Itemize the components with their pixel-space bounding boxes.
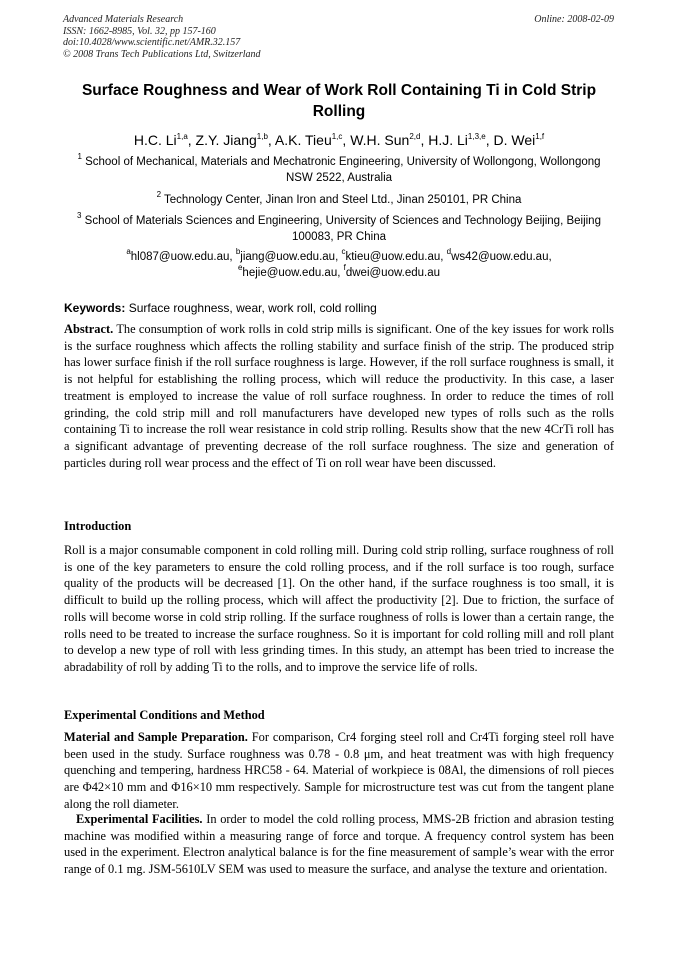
paper-title: Surface Roughness and Wear of Work Roll Containing Ti in Cold Strip Rolling [81, 82, 597, 120]
online-date: Online: 2008-02-09 [534, 14, 614, 25]
material-paragraph [64, 729, 614, 813]
keywords-label: Keywords: [64, 301, 126, 315]
keywords-text: Surface roughness, wear, work roll, cold rolling [128, 301, 377, 315]
journal-name: Advanced Materials Research [63, 14, 184, 25]
author: A.K. Tieu$^{1,c}$ [274, 132, 343, 148]
affiliation-1: $^1$ School of Mechanical, Materials and Mechatronic Engineering, University of Wollongong, Wollongong NSW 2522, Australia [77, 152, 601, 184]
facilities-text: In order to model the cold rolling process, MMS-2B friction and abrasion testing machine was modified within a measuring range of force and torque. A frequency control system has been used in the experiment. Electron analytical balance is for the fine measurement of sample’s wear with the error range of 0.1 mg. JSM-5610LV SEM was used to measure the surface, and analyse the texture and orientation. [64, 812, 614, 877]
facilities-paragraph [64, 811, 614, 878]
doi-line: doi:10.4028/www.scientific.net/AMR.32.157 [63, 37, 241, 48]
email-address[interactable]: ktieu@uow.edu.au [345, 251, 441, 263]
keywords [64, 300, 614, 316]
material-text: For comparison, Cr4 forging steel roll and Cr4Ti forging steel roll have been used in the study. Surface roughness was 0.78 - 0.8 μm, and heat treatment was with high frequency quenching and tempering, hardness HRC58 - 64. Material of workpiece is 08Al, the dimensions of roll pieces are Φ42×10 mm and Φ16×10 mm respectively. Sample for microstructure test was cut from the tangent plane along the roll diameter. [64, 730, 614, 811]
introduction-text: Roll is a major consumable component in cold rolling mill. During cold strip rolling, surface roughness of roll is one of the key parameters to ensure the cold rolling process, and if the roll surface is too rough, surface quality of the products will be decreased [1]. On the other hand, if the surface roughness is too small, it is difficult to build up the rolling process, which will affect the productivity [2]. Due to friction, the surface of rolls will become worse in cold strip rolling. If the surface roughness of rolls is lower than a certain range, the rolls need to be treated to increase the surface roughness. So it is important for cold rolling mill and roll plant to develop a new type of roll with less grinding times. In this study, an attempt has been tried to increase the abradability of roll by adding Ti to the rolls, and to improve the service life of rolls. [64, 543, 614, 674]
abstract [64, 321, 614, 471]
journal-info [63, 14, 261, 60]
email-address[interactable]: hl087@uow.edu.au [130, 251, 230, 263]
material-label: Material and Sample Preparation. [64, 730, 248, 744]
facilities-label: Experimental Facilities. [76, 812, 203, 826]
author-list: H.C. Li$^{1,a}$, Z.Y. Jiang$^{1,b}$, A.K. Tieu$^{1,c}$, W.H. Sun$^{2,d}$, H.J. Li$^{1,3,e}$, D. Wei$^{1,f}$ [133, 132, 545, 148]
author: H.J. Li$^{1,3,e}$ [428, 132, 486, 148]
abstract-text: The consumption of work rolls in cold strip mills is significant. One of the key issues for work rolls is the surface roughness which affects the rolling stability and surface finish of the strip. The produced strip has lower surface finish if the roll surface roughness is large. However, if the roll surface roughness is small, it is not helpful for establishing the rolling process, which will reduce the productivity. In this case, a laser treatment is employed to increase the value of roll surface roughness. In order to reduce the times of roll grinding, the cold strip mill and roll manufacturers have developed new types of rolls such as the rolls containing Ti to increase the roll wear resistance in cold strip rolling. Results show that the new 4CrTi roll has a significant advantage of preventing decrease of the roll surface roughness. The size and generation of particles during roll wear process and the effect of Ti on roll wear have been discussed. [64, 322, 615, 470]
affiliation-2: $^2$ Technology Center, Jinan Iron and Steel Ltd., Jinan 250101, PR China [156, 190, 522, 206]
author: W.H. Sun$^{2,d}$ [350, 132, 421, 148]
email-list: $^a$hl087@uow.edu.au, $^b$jiang@uow.edu.au, $^c$ktieu@uow.edu.au, $^d$ws42@uow.edu.au, $^e$hejie@uow.edu.au, $^f$dwei@uow.edu.au [126, 247, 552, 279]
author: H.C. Li$^{1,a}$ [133, 132, 188, 148]
email-address[interactable]: hejie@uow.edu.au [242, 267, 338, 279]
email-address[interactable]: dwei@uow.edu.au [345, 267, 441, 279]
author: D. Wei$^{1,f}$ [493, 132, 545, 148]
email-address[interactable]: jiang@uow.edu.au [240, 251, 336, 263]
email-address[interactable]: ws42@uow.edu.au [451, 251, 549, 263]
author: Z.Y. Jiang$^{1,b}$ [195, 132, 268, 148]
section-heading-experimental: Experimental Conditions and Method [64, 708, 265, 722]
issn-line: ISSN: 1662-8985, Vol. 32, pp 157-160 [63, 25, 216, 37]
affiliation-3: $^3$ School of Materials Sciences and Engineering, University of Sciences and Technology Beijing, Beijing 100083, PR China [77, 211, 601, 243]
section-heading-introduction: Introduction [64, 519, 132, 533]
abstract-label: Abstract. [64, 322, 114, 336]
copyright-line: © 2008 Trans Tech Publications Ltd, Switzerland [63, 48, 261, 60]
